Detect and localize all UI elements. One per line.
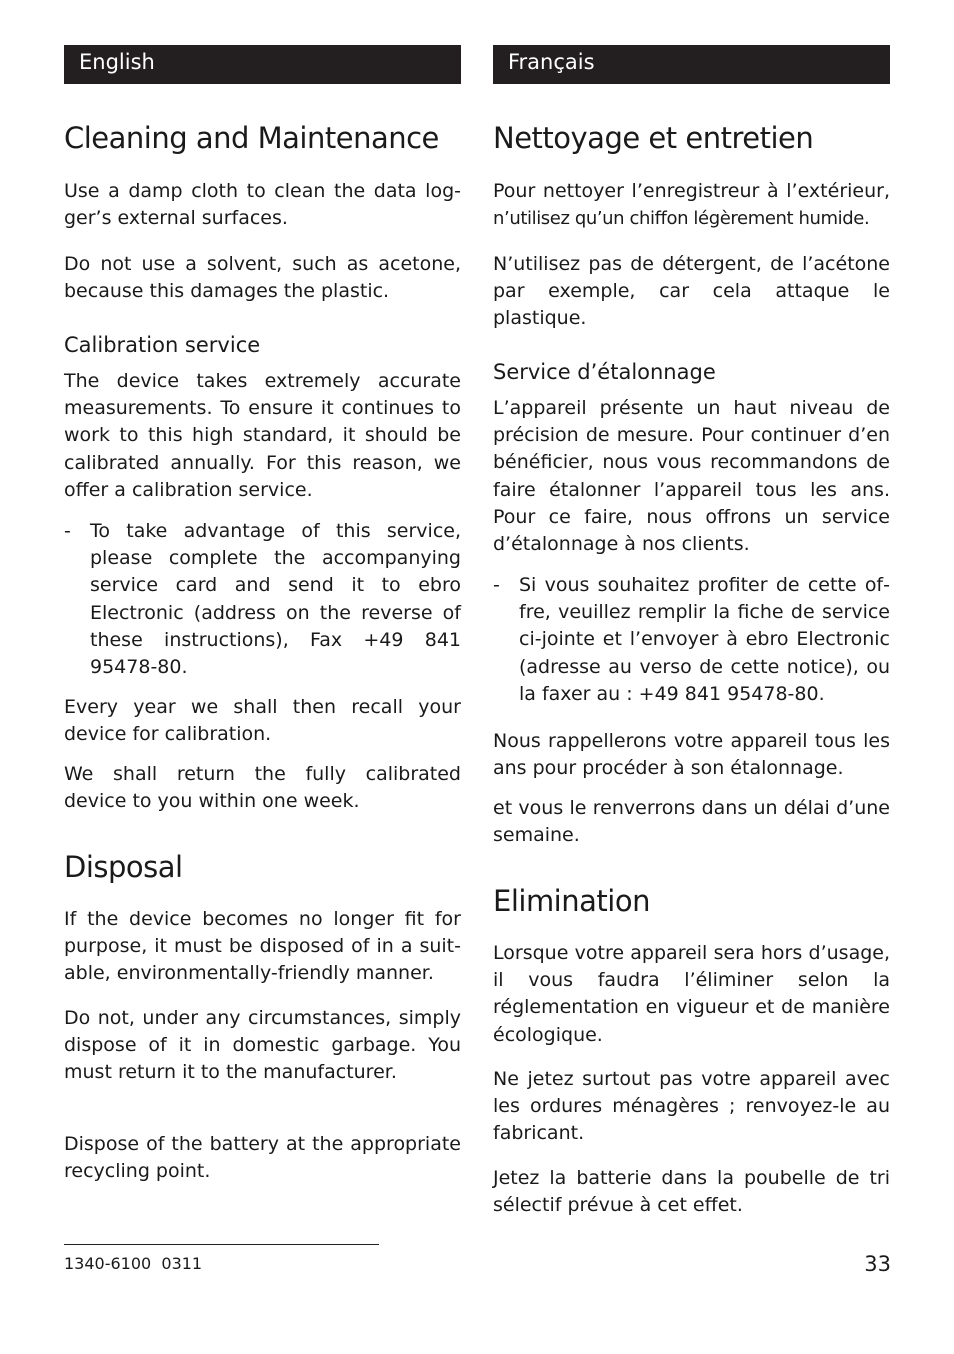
etalonnage-paragraph-3: et vous le renverrons dans un délai d’une semaine. [493, 797, 890, 847]
service-etalonnage-heading: Service d’étalonnage [493, 360, 716, 384]
bullet-dash: - [493, 574, 500, 596]
etalonnage-paragraph-1: L’appareil présente un haut niveau de précision de mesure. Pour continuer d’en bénéficier, nous vous recommandons de faire étalonner l’appareil tous les ans. Pour ce faire, nous offrons un service d’étalonnage à nos clients. [493, 397, 890, 556]
document-code: 1340-6100 0311 [64, 1254, 203, 1273]
calibration-paragraph-3: We shall return the fully calibrated device to you within one week. [64, 763, 461, 813]
etalonnage-bullet-item [493, 572, 890, 708]
calibration-service-heading: Calibration service [64, 333, 261, 357]
nettoyage-paragraph-1-line-2: n’utilisez qu’un chiffon légèrement humide. [493, 208, 870, 229]
disposal-title: Disposal [64, 850, 183, 884]
calibration-paragraph-1: The device takes extremely accurate measurements. To ensure it continues to work to this high standard, it should be calibrated annually. For this reason, we offer a calibration service. [64, 370, 461, 501]
etalonnage-bullet-text: Si vous souhaitez profiter de cette offre, veuillez remplir la fiche de service ci-jointe et l’envoyer à ebro Electronic (adresse au verso de cette notice), ou la faxer au : +49 841 95478-80. [519, 574, 890, 705]
calibration-bullet-text: To take advantage of this service, please complete the accompanying service card and send it to ebro Electronic (address on the reverse of these instructions), Fax +49 841 95478-80. [90, 520, 461, 679]
elimination-title: Elimination [493, 884, 650, 918]
elimination-paragraph-3: Jetez la batterie dans la poubelle de tri sélectif prévue à cet effet. [493, 1167, 890, 1217]
page-number: 33 [864, 1252, 891, 1276]
french-column [493, 45, 890, 1217]
disposal-paragraph-3: Dispose of the battery at the appropriate recycling point. [64, 1133, 461, 1183]
nettoyage-entretien-title: Nettoyage et entretien [493, 121, 814, 155]
calibration-paragraph-2: Every year we shall then recall your device for calibration. [64, 696, 461, 746]
nettoyage-paragraph-1-line-1: Pour nettoyer l’enregistreur à l’extérieur, [493, 180, 890, 202]
language-bar-english: English [64, 45, 461, 84]
bullet-dash: - [64, 520, 71, 542]
disposal-paragraph-2: Do not, under any circumstances, simply dispose of it in domestic garbage. You must return it to the manufacturer. [64, 1007, 461, 1084]
etalonnage-paragraph-2: Nous rappellerons votre appareil tous les ans pour procéder à son étalonnage. [493, 730, 890, 780]
calibration-bullet-item [64, 518, 461, 681]
nettoyage-paragraph-2: N’utilisez pas de détergent, de l’acétone par exemple, car cela attaque le plastique. [493, 253, 890, 330]
elimination-paragraph-1: Lorsque votre appareil sera hors d’usage, il vous faudra l’éliminer selon la réglementation en vigueur et de manière écologique. [493, 942, 890, 1046]
language-bar-french: Français [493, 45, 890, 84]
cleaning-paragraph-2: Do not use a solvent, such as acetone, because this damages the plastic. [64, 253, 461, 303]
disposal-paragraph-1: If the device becomes no longer fit for purpose, it must be disposed of in a suitable, environmentally-friendly manner. [64, 908, 461, 985]
cleaning-maintenance-title: Cleaning and Maintenance [64, 121, 439, 155]
english-column [64, 45, 461, 1183]
elimination-paragraph-2: Ne jetez surtout pas votre appareil avec les ordures ménagères ; renvoyez-le au fabricant. [493, 1068, 890, 1145]
footer-divider [64, 1244, 379, 1245]
cleaning-paragraph-1: Use a damp cloth to clean the data logger’s external surfaces. [64, 180, 461, 230]
